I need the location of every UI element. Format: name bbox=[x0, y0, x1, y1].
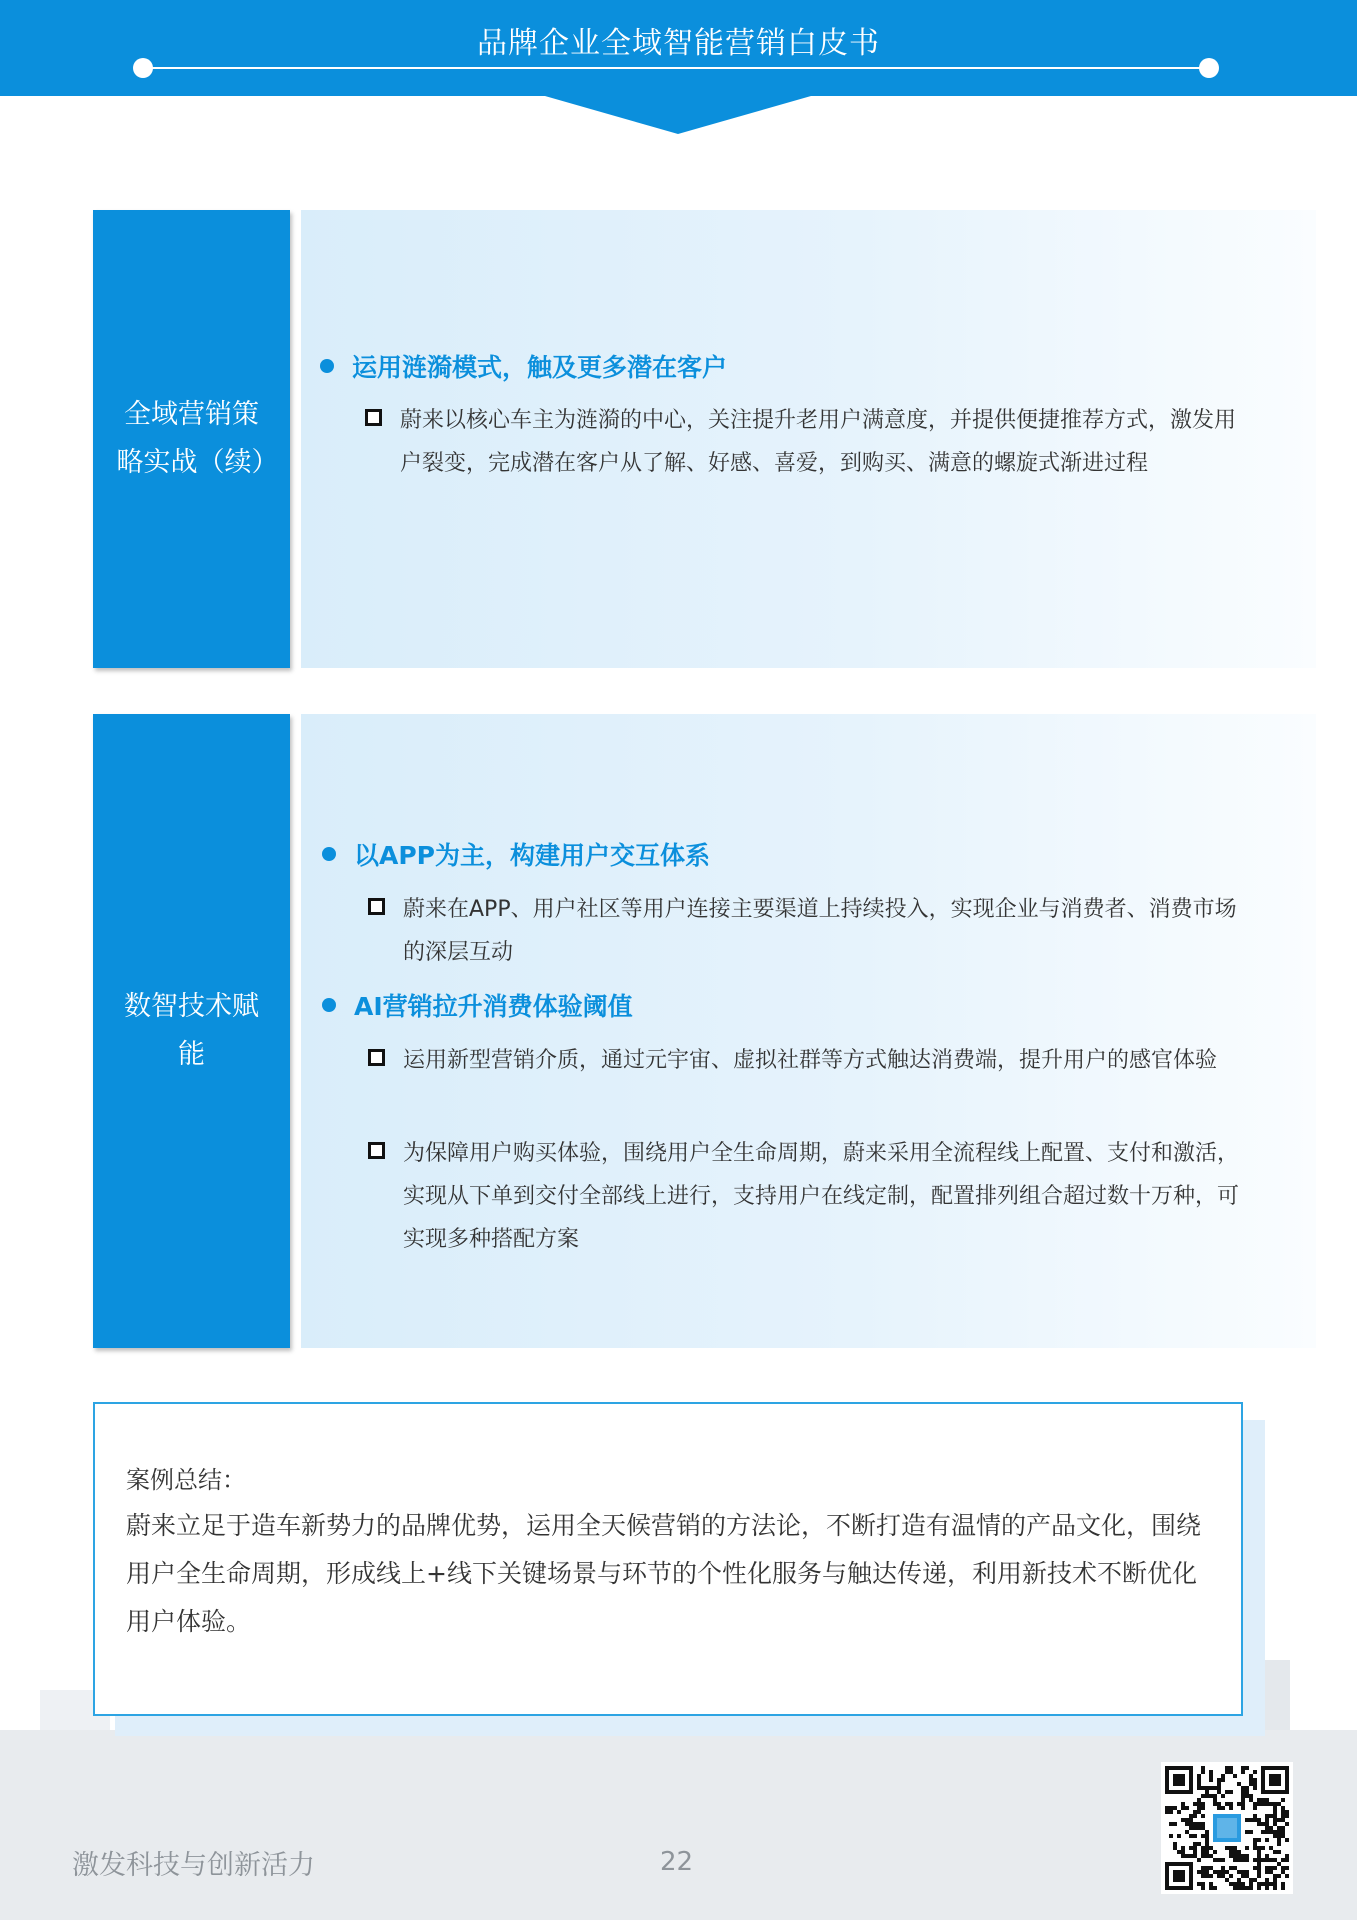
bullet-heading bbox=[322, 987, 633, 1023]
document-title: 品牌企业全域智能营销白皮书 bbox=[477, 26, 880, 61]
square-bullet-icon bbox=[368, 1049, 385, 1066]
list-item bbox=[368, 888, 1248, 974]
bullet-dot-icon bbox=[322, 998, 336, 1012]
qr-code-icon bbox=[1161, 1762, 1293, 1894]
bullet-heading bbox=[322, 836, 710, 872]
header-divider bbox=[143, 67, 1209, 69]
bullet-heading bbox=[320, 348, 727, 384]
square-bullet-icon bbox=[368, 1142, 385, 1159]
list-item-text: 为保障用户购买体验，围绕用户全生命周期，蔚来采用全流程线上配置、支付和激活，实现从下单到交付全部线上进行，支持用户在线定制，配置排列组合超过数十万种，可实现多种搭配方案 bbox=[403, 1141, 1240, 1252]
section-label-text: 数智技术赋能 bbox=[124, 991, 259, 1070]
heading-text: 以APP为主，构建用户交互体系 bbox=[354, 841, 710, 870]
header-notch bbox=[538, 94, 818, 134]
case-summary-box bbox=[93, 1402, 1243, 1716]
skyline-ground bbox=[0, 1730, 1357, 1920]
page-number: 22 bbox=[660, 1847, 694, 1877]
header-dot-right bbox=[1199, 58, 1219, 78]
list-item bbox=[368, 1132, 1248, 1261]
heading-text: AI营销拉升消费体验阈值 bbox=[354, 992, 633, 1021]
bullet-dot-icon bbox=[322, 847, 336, 861]
bullet-dot-icon bbox=[320, 359, 334, 373]
footer-slogan: 激发科技与创新活力 bbox=[72, 1850, 315, 1881]
section-label bbox=[93, 210, 290, 668]
summary-title: 案例总结： bbox=[126, 1466, 246, 1494]
list-item bbox=[368, 1039, 1248, 1082]
heading-text: 运用涟漪模式，触及更多潜在客户 bbox=[352, 353, 728, 382]
section-content bbox=[301, 714, 1316, 1348]
list-item-text: 蔚来以核心车主为涟漪的中心，关注提升老用户满意度，并提供便捷推荐方式，激发用户裂变，完成潜在客户从了解、好感、喜爱，到购买、满意的螺旋式渐进过程 bbox=[400, 408, 1237, 476]
square-bullet-icon bbox=[368, 898, 385, 915]
summary-body: 蔚来立足于造车新势力的品牌优势，运用全天候营销的方法论，不断打造有温情的产品文化，围绕用户全生命周期，形成线上+线下关键场景与环节的个性化服务与触达传递，利用新技术不断优化用户体验。 bbox=[126, 1511, 1202, 1636]
list-item bbox=[365, 399, 1245, 485]
square-bullet-icon bbox=[365, 409, 382, 426]
section-label-text: 全域营销策略实战（续） bbox=[116, 399, 279, 478]
list-item-text: 运用新型营销介质，通过元宇宙、虚拟社群等方式触达消费端，提升用户的感官体验 bbox=[403, 1048, 1218, 1073]
header-dot-left bbox=[133, 58, 153, 78]
page-header bbox=[0, 0, 1357, 96]
section-content bbox=[301, 210, 1316, 668]
list-item-text: 蔚来在APP、用户社区等用户连接主要渠道上持续投入，实现企业与消费者、消费市场的深层互动 bbox=[403, 897, 1237, 965]
section-label bbox=[93, 714, 290, 1348]
